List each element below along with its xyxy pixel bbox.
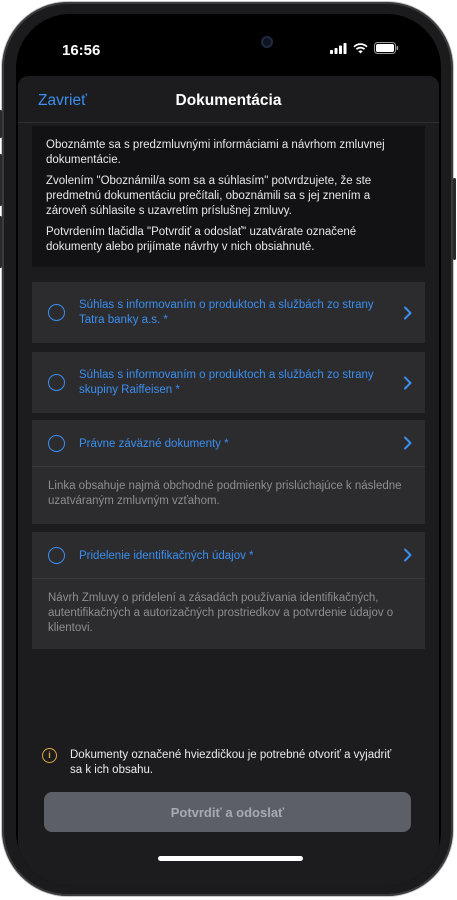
intro-paragraph: Zvolením "Oboznámil/a som sa a súhlasím" potvrdzujete, že ste predmetnú dokumentáciu prečítali, oboznámili sa s jej znením a zároveň súhlasite s uzavretím príslušnej zmluvy. [46,175,372,217]
document-label: Právne záväzné dokumenty * [79,438,229,450]
action-button [0,110,2,138]
checkbox-radio[interactable] [48,435,65,452]
page-title: Dokumentácia [175,92,282,109]
intro-paragraph: Oboznámte sa s predzmluvnými informáciami a návrhom zmluvnej dokumentácie. [46,139,385,166]
battery-icon [374,42,399,54]
intro-paragraph: Potvrdením tlačidla "Potvrdiť a odoslať" uzatvárate označené dokumenty alebo prijímate návrhy v nich obsiahnuté. [46,226,357,253]
info-icon: i [42,748,57,763]
document-item-identification-data[interactable] [32,532,425,649]
volume-down-button [0,216,2,268]
document-row[interactable] [32,282,425,343]
document-label: Súhlas s informovaním o produktoch a službách zo strany Tatra banky a.s. * [79,299,374,326]
intro-text-block [32,126,425,267]
document-description: Návrh Zmluvy o pridelení a zásadách používania identifikačných, autentifikačných a autorizačných prostriedkov a potvrdenie údajov o klientovi. [32,578,425,648]
home-indicator[interactable] [158,856,303,861]
chevron-right-icon [403,436,413,450]
chevron-right-icon [403,548,413,562]
chevron-right-icon [403,376,413,390]
documents-sheet [18,76,439,886]
document-item-raiffeisen-consent[interactable] [32,352,425,413]
document-item-legal-documents[interactable] [32,420,425,524]
signal-icon [330,43,347,54]
document-description: Linka obsahuje najmä obchodné podmienky prislúchajúce k následne uzatváraným zmluvným vzťahom. [32,466,425,521]
confirm-and-send-button[interactable]: Potvrdiť a odoslať [44,792,411,832]
nav-bar [18,76,439,123]
document-label: Pridelenie identifikačných údajov * [79,550,254,562]
notch [136,14,321,49]
screen [16,14,441,886]
close-button[interactable]: Zavrieť [38,92,87,109]
document-label: Súhlas s informovaním o produktoch a službách zo strany skupiny Raiffeisen * [79,369,374,396]
document-row[interactable] [32,352,425,413]
checkbox-radio[interactable] [48,304,65,321]
document-item-tatra-consent[interactable] [32,282,425,343]
chevron-right-icon [403,306,413,320]
status-icons [330,42,399,54]
power-button [453,178,456,260]
checkbox-radio[interactable] [48,374,65,391]
wifi-icon [353,43,368,54]
phone-frame [2,2,453,896]
volume-up-button [0,154,2,206]
document-row[interactable] [32,420,425,466]
camera-icon [261,36,273,48]
status-time: 16:56 [62,42,101,59]
document-row[interactable] [32,532,425,578]
checkbox-radio[interactable] [48,547,65,564]
required-note-text: Dokumenty označené hviezdičkou je potrebné otvoriť a vyjadriť sa k ich obsahu. [70,749,392,776]
